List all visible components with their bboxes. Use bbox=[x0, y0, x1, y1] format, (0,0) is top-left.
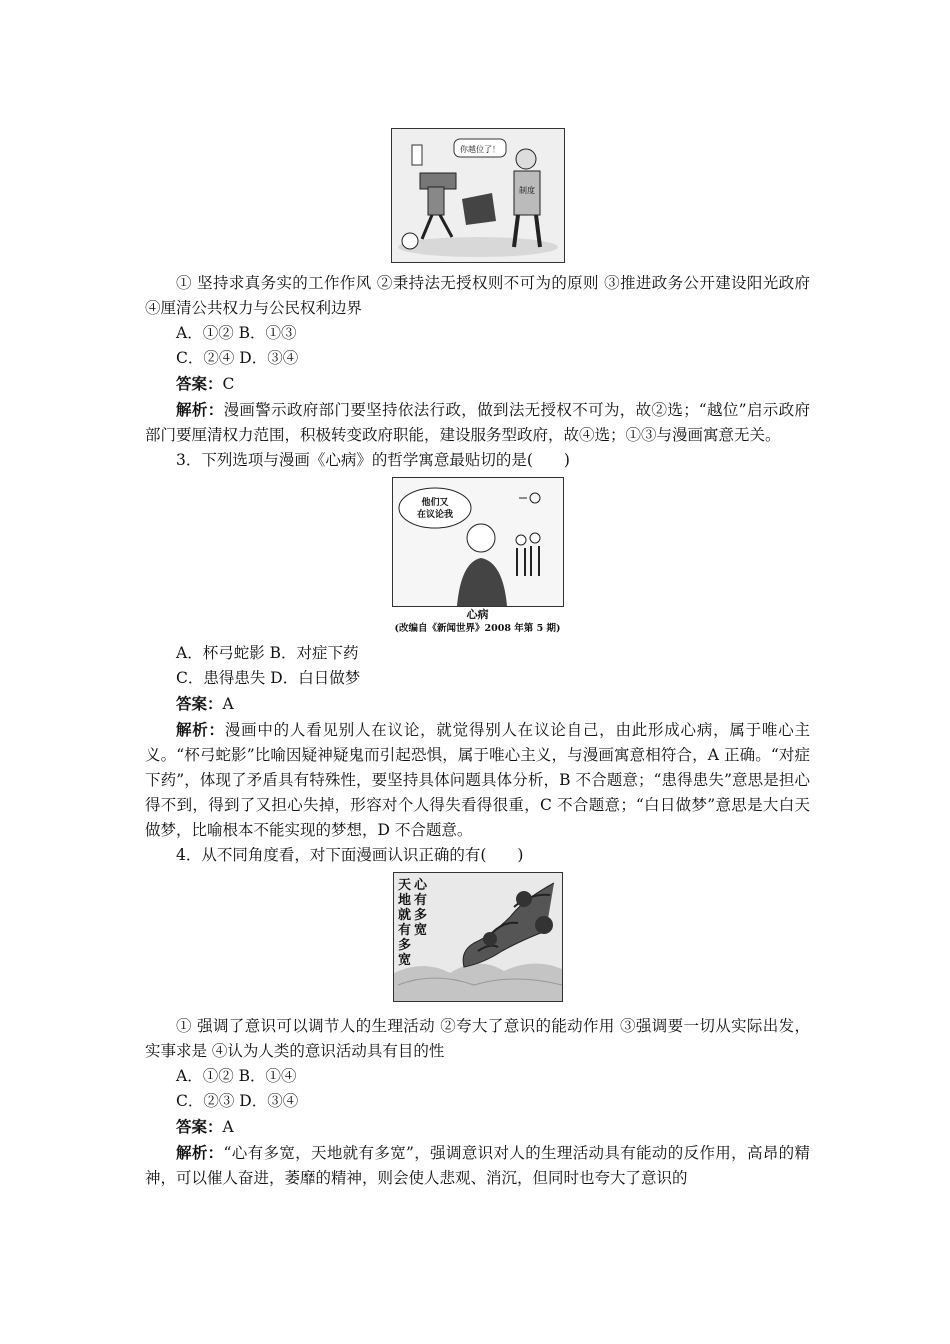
q2-statements: ① 坚持求真务实的工作作风 ②秉持法无授权则不可为的原则 ③推进政务公开建设阳光政府 ④厘清公共权力与公民权利边界 bbox=[145, 274, 810, 317]
q4-analysis bbox=[145, 1140, 810, 1191]
figure-source: (改编自《新闻世界》2008 年第 5 期) bbox=[394, 623, 561, 634]
cartoon-bubble-line1: 他们又 bbox=[420, 498, 449, 508]
cartoon-column-heart: 心有多宽 bbox=[413, 878, 427, 938]
document-page bbox=[145, 128, 810, 1191]
q4-options-row2: C．②③ D．③④ bbox=[176, 1092, 299, 1110]
cartoon-bubble-line2: 在议论我 bbox=[416, 510, 453, 520]
cartoon-system-label: 制度 bbox=[518, 186, 535, 195]
answer-label: 答案： bbox=[176, 1117, 223, 1136]
q4-options-row1: A．①② B．①④ bbox=[176, 1067, 297, 1085]
analysis-text: “心有多宽，天地就有多宽”，强调意识对人的生理活动具有能动的反作用，高昂的精神，可以催人奋进，萎靡的精神，则会使人悲观、消沉，但同时也夸大了意识的 bbox=[145, 1144, 810, 1187]
analysis-text: 漫画警示政府部门要坚持依法行政，做到法无授权不可为，故②选；“越位”启示政府部门要厘清权力范围，积极转变政府职能，建设服务型政府，故④选；①③与漫画寓意无关。 bbox=[145, 401, 810, 444]
analysis-label: 解析： bbox=[176, 1143, 224, 1162]
analysis-label: 解析： bbox=[176, 400, 224, 419]
answer-label: 答案： bbox=[176, 374, 223, 393]
q2-analysis bbox=[145, 397, 810, 448]
answer-label: 答案： bbox=[176, 694, 223, 713]
q2-options-row2: C．②④ D．③④ bbox=[176, 349, 299, 367]
answer-value: C bbox=[222, 375, 235, 393]
q4-answer bbox=[145, 1114, 810, 1140]
figure-caption: 心病 bbox=[466, 608, 489, 621]
q4-stem: 4．从不同角度看，对下面漫画认识正确的有( ) bbox=[176, 846, 524, 864]
q3-analysis bbox=[145, 717, 810, 843]
cartoon-referee bbox=[391, 128, 565, 263]
analysis-text: 漫画中的人看见别人在议论，就觉得别人在议论自己，由此形成心病，属于唯心主义。“杯弓蛇影”比喻因疑神疑鬼而引起恐惧，属于唯心主义，与漫画寓意相符合，A 正确。“对症下药”，体现了矛盾具有特殊性，要坚持具体问题具体分析，B 不合题意；“患得患失”意思是担心得不到，得到了又担心失掉，形容对个人得失看得很重，C 不合题意；“白日做梦”意思是大白天做梦，比喻根本不能实现的梦想，D 不合题意。 bbox=[145, 721, 810, 839]
cartoon-pine-tree bbox=[393, 872, 563, 1002]
cartoon-column-world: 天地就有多宽 bbox=[397, 878, 411, 968]
analysis-label: 解析： bbox=[176, 720, 225, 739]
cartoon-speech: 你越位了！ bbox=[459, 145, 500, 154]
q3-options-row2: C．患得患失 D．白日做梦 bbox=[176, 669, 361, 687]
answer-value: A bbox=[222, 1118, 234, 1136]
cartoon-heart-disease bbox=[392, 477, 564, 607]
q2-options-row1: A．①② B．①③ bbox=[176, 324, 297, 342]
q3-answer bbox=[145, 691, 810, 717]
answer-value: A bbox=[222, 695, 234, 713]
q3-options-row1: A．杯弓蛇影 B．对症下药 bbox=[176, 644, 359, 662]
q4-statements: ① 强调了意识可以调节人的生理活动 ②夸大了意识的能动作用 ③强调要一切从实际出发，实事求是 ④认为人类的意识活动具有目的性 bbox=[145, 1017, 810, 1060]
q3-stem: 3．下列选项与漫画《心病》的哲学寓意最贴切的是( ) bbox=[176, 451, 570, 469]
q2-answer bbox=[145, 371, 810, 397]
